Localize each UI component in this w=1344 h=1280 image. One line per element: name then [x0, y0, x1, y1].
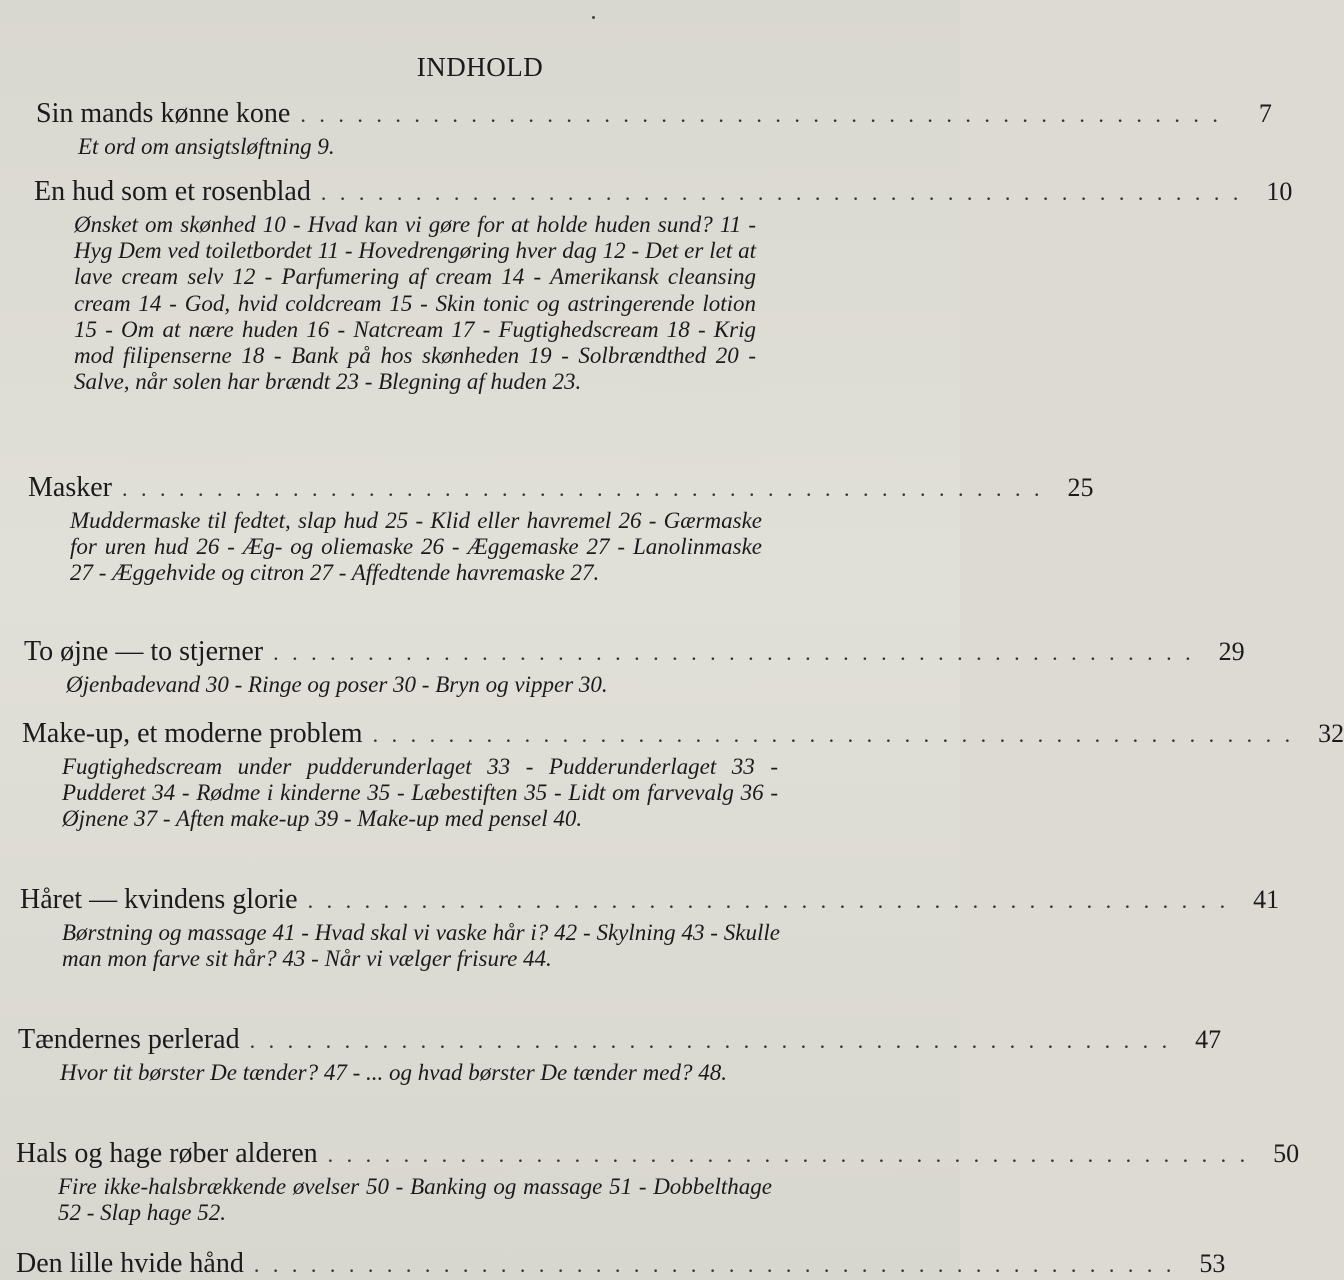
toc-entry — [24, 636, 1245, 698]
leader-dots: . . . . . . . . . . . . . . . . . . . . . . . . . . . . . . . . . . . . . . . . . . . . . . . . . — [273, 640, 1195, 665]
leader-dots: . . . . . . . . . . . . . . . . . . . . . . . . . . . . . . . . . . . . . . . . . . . . . . . . . — [300, 102, 1222, 127]
chapter-title: Den lille hvide hånd — [16, 1248, 244, 1279]
toc-entry-row — [20, 884, 1280, 916]
ink-speck — [592, 16, 595, 19]
leader-dots: . . . . . . . . . . . . . . . . . . . . . . . . . . . . . . . . . . . . . . . . . . . . . . . . . — [249, 1028, 1172, 1053]
leader-dots: . . . . . . . . . . . . . . . . . . . . . . . . . . . . . . . . . . . . . . . . . . . . . . . . . — [307, 888, 1230, 913]
page-number: 25 — [1067, 473, 1094, 502]
chapter-subtopics: Muddermaske til fedtet, slap hud 25 - Klid eller havremel 26 - Gærmaske for uren hud 26 - Æg- og oliemaske 26 - Æggemaske 27 - Lanolinmaske 27 - Æggehvide og citron 27 - Affedtende havremaske 27. — [70, 508, 762, 586]
leader-dots: . . . . . . . . . . . . . . . . . . . . . . . . . . . . . . . . . . . . . . . . . . . . . . . . . — [372, 722, 1295, 747]
page-number: 53 — [1199, 1249, 1226, 1278]
leader-dots: . . . . . . . . . . . . . . . . . . . . . . . . . . . . . . . . . . . . . . . . . . . . . . . . . — [320, 180, 1243, 205]
toc-entry-row — [22, 718, 1344, 750]
toc-entry — [16, 1138, 1300, 1226]
chapter-subtopics: Fugtighedscream under pudderunderlaget 33 - Pudderunderlaget 33 - Pudderet 34 - Rødme i kinderne 35 - Læbestiften 35 - Lidt om farvevalg 36 - Øjnene 37 - Aften make-up 39 - Make-up med pensel 40. — [62, 754, 778, 832]
page-number: 50 — [1273, 1139, 1300, 1168]
toc-entry — [36, 98, 1272, 160]
toc-entry — [20, 884, 1280, 972]
page-number: 41 — [1253, 885, 1280, 914]
toc-entry — [18, 1024, 1222, 1086]
page-number: 10 — [1266, 177, 1293, 206]
chapter-title: En hud som et rosenblad — [34, 176, 311, 207]
toc-entry-row — [24, 636, 1245, 668]
toc-entry-row — [34, 176, 1293, 208]
chapter-subtopics: Børstning og massage 41 - Hvad skal vi vaske hår i? 42 - Skylning 43 - Skulle man mon farve sit hår? 43 - Når vi vælger frisure 44. — [62, 920, 780, 972]
page-number: 7 — [1258, 99, 1272, 128]
page-number: 32 — [1318, 719, 1344, 748]
leader-dots: . . . . . . . . . . . . . . . . . . . . . . . . . . . . . . . . . . . . . . . . . . . . . . . . . — [253, 1252, 1176, 1277]
toc-entry-row — [18, 1024, 1222, 1056]
page-number: 29 — [1218, 637, 1245, 666]
toc-entry-row — [16, 1138, 1300, 1170]
chapter-subtopics: Et ord om ansigtsløftning 9. — [78, 134, 335, 159]
chapter-subtopics: Hvor tit børster De tænder? 47 - ... og hvad børster De tænder med? 48. — [60, 1060, 727, 1085]
toc-entry-row — [28, 472, 1094, 504]
chapter-title: Make-up, et moderne problem — [22, 718, 363, 749]
toc-entry — [28, 472, 1094, 587]
chapter-subtopics: Fire ikke-halsbrækkende øvelser 50 - Banking og massage 51 - Dobbelthage 52 - Slap hage 52. — [58, 1174, 772, 1226]
chapter-title: Tændernes perlerad — [18, 1024, 240, 1055]
chapter-title: Håret — kvindens glorie — [20, 884, 298, 915]
chapter-title: Masker — [28, 472, 112, 503]
chapter-title: To øjne — to stjerner — [24, 636, 264, 667]
leader-dots: . . . . . . . . . . . . . . . . . . . . . . . . . . . . . . . . . . . . . . . . . . . . . . . . . — [327, 1142, 1250, 1167]
toc-entry-row — [16, 1248, 1226, 1280]
leader-dots: . . . . . . . . . . . . . . . . . . . . . . . . . . . . . . . . . . . . . . . . . . . . . . . . . — [121, 476, 1044, 501]
toc-entry — [22, 718, 1344, 833]
toc-entry — [16, 1248, 1226, 1280]
page-heading: INDHOLD — [416, 52, 544, 82]
chapter-subtopics: Øjenbadevand 30 - Ringe og poser 30 - Bryn og vipper 30. — [66, 672, 608, 697]
toc-entry-row — [36, 98, 1272, 130]
page-number: 47 — [1195, 1025, 1222, 1054]
chapter-subtopics: Ønsket om skønhed 10 - Hvad kan vi gøre for at holde huden sund? 11 - Hyg Dem ved toiletbordet 11 - Hovedrengøring hver dag 12 - Det er let at lave cream selv 12 - Parfumering af cream 14 - Amerikansk cleansing cream 14 - God, hvid coldcream 15 - Skin tonic og astringerende lotion 15 - Om at nære huden 16 - Natcream 17 - Fugtighedscream 18 - Krig mod filipenserne 18 - Bank på hos skønheden 19 - Solbrændthed 20 - Salve, når solen har brændt 23 - Blegning af huden 23. — [74, 212, 756, 395]
chapter-title: Sin mands kønne kone — [36, 98, 291, 129]
chapter-title: Hals og hage røber alderen — [16, 1138, 318, 1169]
toc-entry — [34, 176, 1293, 395]
